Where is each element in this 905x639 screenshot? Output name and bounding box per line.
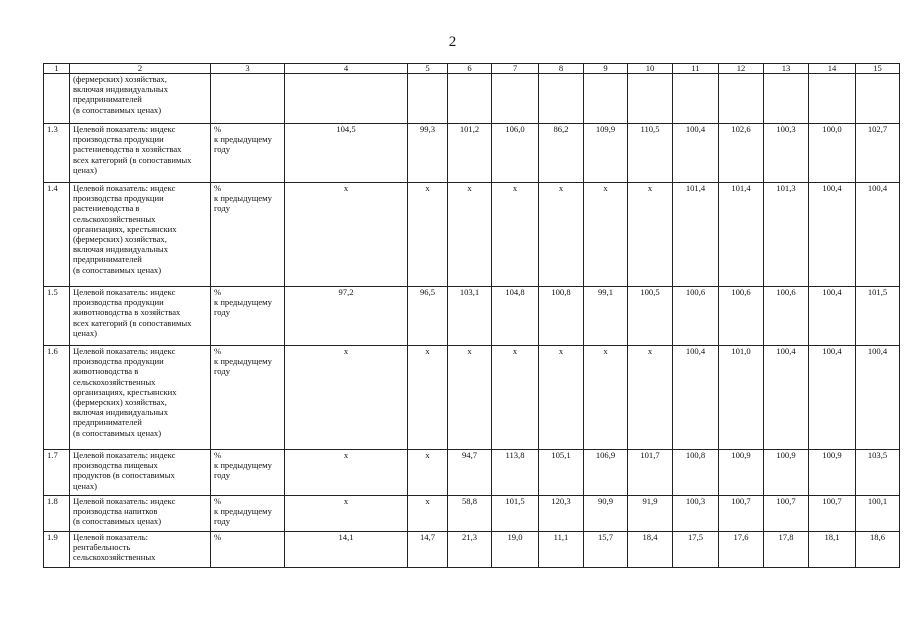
value-cell — [673, 74, 719, 124]
value-cell: 100,4 — [764, 346, 809, 450]
value-cell: x — [539, 183, 584, 287]
value-cell: 15,7 — [584, 532, 628, 568]
unit-of-measure: % к предыдущему году — [211, 346, 285, 450]
value-cell: 104,8 — [492, 287, 539, 346]
value-cell: 103,5 — [856, 450, 900, 496]
value-cell: 110,5 — [628, 124, 673, 183]
value-cell: x — [285, 450, 408, 496]
value-cell: 100,3 — [673, 496, 719, 532]
indicator-name: (фермерских) хозяйствах, включая индивидуальных предпринимателей (в сопоставимых ценах) — [70, 74, 211, 124]
value-cell: 100,0 — [809, 124, 856, 183]
row-index: 1.4 — [44, 183, 70, 287]
column-header: 3 — [211, 64, 285, 74]
column-header: 12 — [719, 64, 764, 74]
value-cell: 100,7 — [719, 496, 764, 532]
indicator-name: Целевой показатель: рентабельность сельскохозяйственных — [70, 532, 211, 568]
value-cell: 100,4 — [856, 183, 900, 287]
value-cell: 101,4 — [673, 183, 719, 287]
value-cell: x — [584, 346, 628, 450]
value-cell — [719, 74, 764, 124]
value-cell: 99,1 — [584, 287, 628, 346]
value-cell: 106,0 — [492, 124, 539, 183]
table-header-row — [44, 64, 900, 74]
row-index: 1.5 — [44, 287, 70, 346]
table-row — [44, 450, 900, 496]
value-cell: 90,9 — [584, 496, 628, 532]
value-cell: 18,1 — [809, 532, 856, 568]
value-cell: 17,5 — [673, 532, 719, 568]
value-cell: 100,9 — [764, 450, 809, 496]
column-header: 9 — [584, 64, 628, 74]
unit-of-measure: % к предыдущему году — [211, 450, 285, 496]
value-cell — [408, 74, 448, 124]
value-cell: x — [448, 346, 492, 450]
column-header: 8 — [539, 64, 584, 74]
table-row — [44, 346, 900, 450]
value-cell: 100,9 — [719, 450, 764, 496]
value-cell: x — [539, 346, 584, 450]
value-cell: 14,7 — [408, 532, 448, 568]
indicator-name: Целевой показатель: индекс производства продукции животноводства в хозяйствах всех категорий (в сопоставимых ценах) — [70, 287, 211, 346]
value-cell: x — [408, 450, 448, 496]
table-row — [44, 532, 900, 568]
value-cell: 11,1 — [539, 532, 584, 568]
value-cell: 102,7 — [856, 124, 900, 183]
row-index: 1.9 — [44, 532, 70, 568]
row-index: 1.6 — [44, 346, 70, 450]
value-cell: x — [285, 346, 408, 450]
value-cell: 91,9 — [628, 496, 673, 532]
value-cell: 101,4 — [719, 183, 764, 287]
value-cell: 102,6 — [719, 124, 764, 183]
unit-of-measure: % к предыдущему году — [211, 496, 285, 532]
column-header: 15 — [856, 64, 900, 74]
value-cell: x — [448, 183, 492, 287]
value-cell: 100,1 — [856, 496, 900, 532]
column-header: 10 — [628, 64, 673, 74]
value-cell: 113,8 — [492, 450, 539, 496]
value-cell: x — [492, 183, 539, 287]
value-cell: 106,9 — [584, 450, 628, 496]
value-cell: x — [628, 183, 673, 287]
unit-of-measure: % к предыдущему году — [211, 287, 285, 346]
row-index: 1.7 — [44, 450, 70, 496]
value-cell: 101,2 — [448, 124, 492, 183]
value-cell: 96,5 — [408, 287, 448, 346]
value-cell: x — [584, 183, 628, 287]
value-cell — [764, 74, 809, 124]
value-cell: 100,9 — [809, 450, 856, 496]
value-cell: 18,6 — [856, 532, 900, 568]
value-cell: 101,5 — [492, 496, 539, 532]
value-cell: 99,3 — [408, 124, 448, 183]
unit-of-measure: % — [211, 532, 285, 568]
value-cell: 100,4 — [809, 287, 856, 346]
value-cell — [285, 74, 408, 124]
value-cell: 101,3 — [764, 183, 809, 287]
indicators-table — [43, 63, 900, 568]
value-cell: 109,9 — [584, 124, 628, 183]
value-cell: 100,4 — [809, 346, 856, 450]
table-row — [44, 496, 900, 532]
table-row — [44, 124, 900, 183]
value-cell: 18,4 — [628, 532, 673, 568]
column-header: 4 — [285, 64, 408, 74]
value-cell: 101,5 — [856, 287, 900, 346]
row-index: 1.8 — [44, 496, 70, 532]
column-header: 1 — [44, 64, 70, 74]
column-header: 14 — [809, 64, 856, 74]
value-cell: x — [408, 496, 448, 532]
value-cell: 100,6 — [673, 287, 719, 346]
value-cell: 100,6 — [719, 287, 764, 346]
value-cell: 100,8 — [539, 287, 584, 346]
indicator-name: Целевой показатель: индекс производства продукции животноводства в сельскохозяйственных организациях, крестьянских (фермерских) хозяйствах, включая индивидуальных предпринимателей (в сопоставимых ценах) — [70, 346, 211, 450]
value-cell: 100,6 — [764, 287, 809, 346]
table-row — [44, 287, 900, 346]
value-cell: x — [408, 346, 448, 450]
value-cell: 58,8 — [448, 496, 492, 532]
value-cell: 97,2 — [285, 287, 408, 346]
value-cell: 120,3 — [539, 496, 584, 532]
indicator-name: Целевой показатель: индекс производства продукции растениеводства в хозяйствах всех категорий (в сопоставимых ценах) — [70, 124, 211, 183]
value-cell — [628, 74, 673, 124]
value-cell — [539, 74, 584, 124]
value-cell: x — [492, 346, 539, 450]
value-cell: 17,6 — [719, 532, 764, 568]
value-cell — [492, 74, 539, 124]
column-header: 6 — [448, 64, 492, 74]
value-cell: 100,3 — [764, 124, 809, 183]
value-cell: 101,0 — [719, 346, 764, 450]
unit-of-measure: % к предыдущему году — [211, 183, 285, 287]
indicator-name: Целевой показатель: индекс производства напитков (в сопоставимых ценах) — [70, 496, 211, 532]
row-index — [44, 74, 70, 124]
value-cell: 104,5 — [285, 124, 408, 183]
value-cell — [809, 74, 856, 124]
column-header: 7 — [492, 64, 539, 74]
value-cell: 100,7 — [809, 496, 856, 532]
value-cell: 103,1 — [448, 287, 492, 346]
value-cell — [856, 74, 900, 124]
unit-of-measure: % к предыдущему году — [211, 124, 285, 183]
value-cell: 86,2 — [539, 124, 584, 183]
column-header: 5 — [408, 64, 448, 74]
value-cell — [448, 74, 492, 124]
value-cell: x — [408, 183, 448, 287]
value-cell: x — [285, 496, 408, 532]
value-cell: 100,7 — [764, 496, 809, 532]
value-cell: 100,4 — [673, 124, 719, 183]
value-cell: x — [628, 346, 673, 450]
page-number: 2 — [448, 34, 457, 50]
column-header: 13 — [764, 64, 809, 74]
indicator-name: Целевой показатель: индекс производства продукции растениеводства в сельскохозяйственных организациях, крестьянских (фермерских) хозяйствах, включая индивидуальных предпринимателей (в сопоставимых ценах) — [70, 183, 211, 287]
value-cell: 101,7 — [628, 450, 673, 496]
row-index: 1.3 — [44, 124, 70, 183]
value-cell: 14,1 — [285, 532, 408, 568]
value-cell: 17,8 — [764, 532, 809, 568]
value-cell: 100,4 — [856, 346, 900, 450]
indicator-name: Целевой показатель: индекс производства пищевых продуктов (в сопоставимых ценах) — [70, 450, 211, 496]
value-cell: 100,5 — [628, 287, 673, 346]
value-cell: x — [285, 183, 408, 287]
table-row — [44, 183, 900, 287]
value-cell — [584, 74, 628, 124]
value-cell: 105,1 — [539, 450, 584, 496]
column-header: 2 — [70, 64, 211, 74]
value-cell: 100,4 — [673, 346, 719, 450]
value-cell: 94,7 — [448, 450, 492, 496]
table-row — [44, 74, 900, 124]
unit-of-measure — [211, 74, 285, 124]
value-cell: 21,3 — [448, 532, 492, 568]
value-cell: 100,4 — [809, 183, 856, 287]
value-cell: 100,8 — [673, 450, 719, 496]
value-cell: 19,0 — [492, 532, 539, 568]
column-header: 11 — [673, 64, 719, 74]
